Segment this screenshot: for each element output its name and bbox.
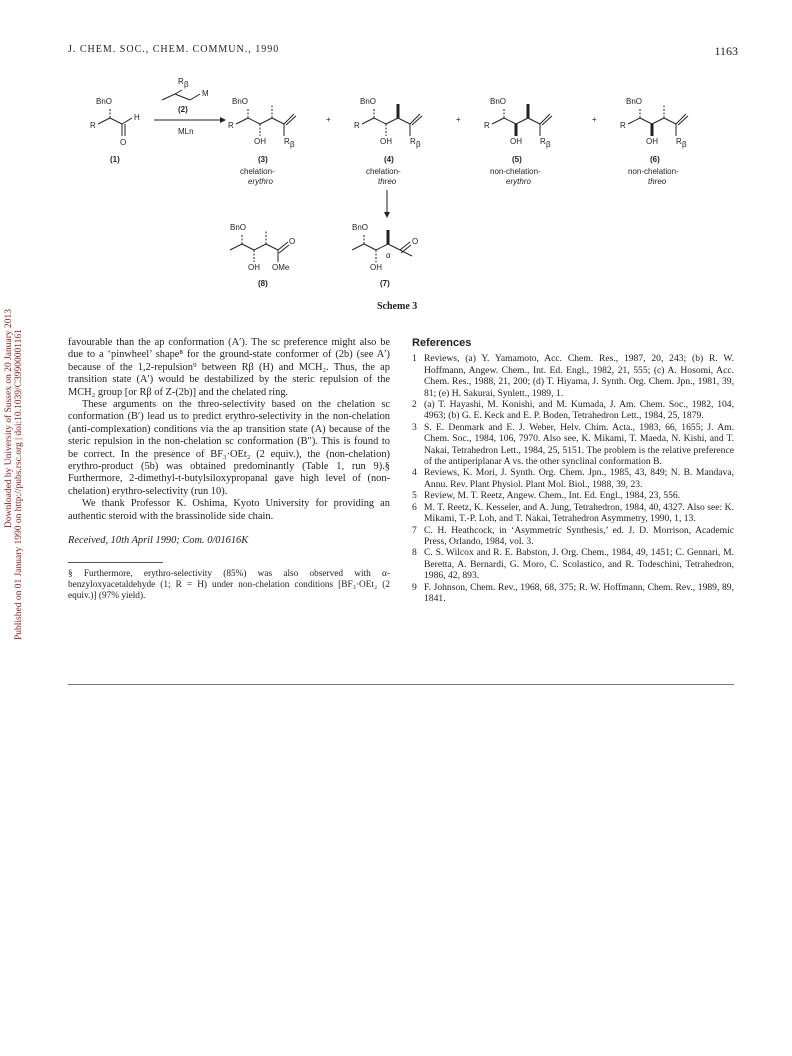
reagent-arrow bbox=[154, 77, 226, 136]
bottom-rule bbox=[68, 684, 734, 685]
reference-item: 4 Reviews, K. Mori, J. Synth. Org. Chem. Jpn., 1985, 43, 849; N. B. Mandava, Annu. Rev. Plant Physiol. Plant Mol. Biol., 1988, 39, 23. bbox=[412, 467, 734, 490]
compound-1-number: (1) bbox=[110, 155, 120, 164]
reference-item: 5 Review, M. T. Reetz, Angew. Chem., Int. Ed. Engl., 1984, 23, 556. bbox=[412, 490, 681, 502]
references-heading: References bbox=[412, 337, 472, 349]
reagent-r-sub: β bbox=[184, 80, 189, 89]
compound-5-structure bbox=[484, 97, 552, 186]
svg-text:β: β bbox=[290, 140, 295, 149]
scheme-title: Scheme 3 bbox=[377, 301, 418, 312]
svg-text:OH: OH bbox=[646, 137, 658, 146]
compound-4-structure bbox=[354, 97, 422, 186]
reference-item: 2 (a) T. Hayashi, M. Konishi, and M. Kumada, J. Am. Chem. Soc., 1982, 104, 4963; (b) G. E. Keck and E. P. Boden, Tetrahedron Lett., 1984, 25, 1879. bbox=[412, 399, 734, 422]
reference-item: 7 C. H. Heathcock, in ‘Asymmetric Synthesis,’ ed. J. D. Morrison, Academic Press, Orlando, 1984, vol. 3. bbox=[412, 524, 734, 547]
svg-text:O: O bbox=[412, 237, 419, 246]
compound-3-structure bbox=[228, 97, 296, 186]
svg-text:OH: OH bbox=[370, 263, 382, 272]
body-paragraph-1: favourable than the ap conformation (A′). The sc preference might also be due to a ‘pinwheel’ shape⁸ for the ground-state conformer of (2b) (see A′) because of the 1,2-repulsion⁹ between Rβ (H) and MCH₂. Thus, the ap transition state (A′) would be destabilized by the steric repulsion of the MCH₂ group [or Rβ of Z-(2b)] and the chelated ring. bbox=[68, 337, 390, 398]
svg-text:erythro: erythro bbox=[248, 177, 273, 186]
svg-text:β: β bbox=[546, 140, 551, 149]
svg-text:OH: OH bbox=[248, 263, 260, 272]
svg-text:BnO: BnO bbox=[232, 97, 249, 106]
reagent-number: (2) bbox=[178, 105, 188, 114]
references-column bbox=[412, 337, 734, 604]
compound-6-number: (6) bbox=[650, 155, 660, 164]
reagent-conditions: MLn bbox=[178, 127, 194, 136]
svg-text:R: R bbox=[410, 137, 416, 146]
running-header: J. CHEM. SOC., CHEM. COMMUN., 1990 bbox=[68, 44, 280, 55]
compound-6-structure bbox=[620, 97, 688, 186]
svg-text:BnO: BnO bbox=[626, 97, 643, 106]
svg-text:OH: OH bbox=[380, 137, 392, 146]
reference-item: 9 F. Johnson, Chem. Rev., 1968, 68, 375; R. W. Hoffmann, Chem. Rev., 1989, 89, 1841. bbox=[412, 581, 734, 604]
reference-item: 3 S. E. Denmark and E. J. Weber, Helv. Chim. Acta., 1983, 66, 1655; J. Am. Chem. Soc., 1984, 106, 7970. Also see, K. Mikami, T. Maeda, N. Kishi, and T. Nakai, Tetrahedron Lett., 1984, 25, 5151. The problem is the relative preference of the antiperiplanar A vs. the other synclinal conformation B. bbox=[412, 421, 734, 468]
compound-5-number: (5) bbox=[512, 155, 522, 164]
svg-text:R: R bbox=[228, 121, 234, 130]
svg-text:OH: OH bbox=[510, 137, 522, 146]
svg-text:BnO: BnO bbox=[352, 223, 369, 232]
compound-8-number: (8) bbox=[258, 279, 268, 288]
footnote-rule bbox=[68, 562, 163, 563]
svg-text:+: + bbox=[456, 115, 461, 124]
svg-text:threo: threo bbox=[378, 177, 397, 186]
svg-text:erythro: erythro bbox=[506, 177, 531, 186]
svg-text:chelation-: chelation- bbox=[240, 167, 275, 176]
svg-text:threo: threo bbox=[648, 177, 667, 186]
svg-text:β: β bbox=[416, 140, 421, 149]
svg-text:+: + bbox=[592, 115, 597, 124]
reaction-scheme bbox=[60, 72, 720, 302]
compound-4-number: (4) bbox=[384, 155, 394, 164]
svg-text:BnO: BnO bbox=[360, 97, 377, 106]
publication-notice[interactable]: Published on 01 January 1990 on http://pubs.rsc.org | doi:10.1039/C39900001161 bbox=[14, 329, 24, 640]
svg-text:β: β bbox=[682, 140, 687, 149]
svg-text:R: R bbox=[620, 121, 626, 130]
reference-item: 6 M. T. Reetz, K. Kesseler, and A. Jung, Tetrahedron, 1984, 40, 4327. Also see: K. Mikami, T.-P. Loh, and T. Nakai, Tetrahedron Asymmetry, 1990, 1, 13. bbox=[412, 501, 734, 525]
compound-7-structure bbox=[352, 223, 418, 288]
svg-text:BnO: BnO bbox=[490, 97, 507, 106]
left-column bbox=[68, 337, 390, 602]
svg-text:chelation-: chelation- bbox=[366, 167, 401, 176]
compound-8-structure bbox=[230, 223, 295, 288]
download-sidebar bbox=[0, 0, 22, 1056]
plus-sign: + bbox=[326, 115, 331, 124]
page-number: 1163 bbox=[714, 44, 738, 58]
svg-text:α: α bbox=[386, 251, 391, 260]
reagent-r: R bbox=[178, 77, 184, 86]
footnote: § Furthermore, erythro-selectivity (85%) was also observed with α-benzyloxyacetaldehyde (1; R = H) under non-chelation conditions [BF₃·OEt₂ (2 equiv.)] (97% yield). bbox=[68, 568, 390, 601]
svg-text:OMe: OMe bbox=[272, 263, 290, 272]
svg-text:R: R bbox=[676, 137, 682, 146]
svg-text:R: R bbox=[354, 121, 360, 130]
svg-text:BnO: BnO bbox=[230, 223, 247, 232]
svg-text:non-chelation-: non-chelation- bbox=[490, 167, 541, 176]
svg-text:non-chelation-: non-chelation- bbox=[628, 167, 679, 176]
svg-text:R: R bbox=[484, 121, 490, 130]
svg-text:R: R bbox=[540, 137, 546, 146]
compound-3-number: (3) bbox=[258, 155, 268, 164]
received-date: Received, 10th April 1990; Com. 0/01616K bbox=[68, 535, 249, 547]
svg-text:OH: OH bbox=[254, 137, 266, 146]
svg-text:O: O bbox=[289, 237, 296, 246]
o-label: O bbox=[120, 138, 127, 147]
bno-label: BnO bbox=[96, 97, 113, 106]
reference-item: 8 C. S. Wilcox and R. E. Babston, J. Org. Chem., 1984, 49, 1451; C. Gennari, M. Beretta, A. Bernardi, G. Moro, C. Scolastico, and R. Todeschini, Tetrahedron, 1986, 42, 893. bbox=[412, 547, 734, 582]
download-notice: Downloaded by University of Sussex on 20 January 2013 bbox=[4, 308, 14, 528]
h-label: H bbox=[134, 113, 140, 122]
reference-item: 1 Reviews, (a) Y. Yamamoto, Acc. Chem. Res., 1987, 20, 243; (b) R. W. Hoffmann, Angew. Chem., Int. Ed. Engl., 1982, 21, 555; (c) A. Hosomi, Acc. Chem. Res., 1988, 21, 200; (d) T. Hiyama, J. Synth. Org. Chem. Jpn., 1981, 39, 81; (e) H. Sakurai, Synlett., 1989, 1. bbox=[412, 353, 734, 399]
r-label: R bbox=[90, 121, 96, 130]
compound-1-structure bbox=[90, 97, 140, 164]
body-paragraph-2: These arguments on the threo-selectivity based on the chelation sc conformation (B′) lead us to predict erythro-selectivity in the non-chelation (anti-complexation) conditions via the ap transition state (A) because of the steric repulsion in the non-chelation sc conformation (B″). This is found to be correct. In the presence of BF₃·OEt₂ (2 equiv.), the (non-chelation) erythro-product (5b) was obtained predominantly (Table 1, run 9).§ Furthermore, 2-dimethyl-t-butylsiloxypropanal gave high level of (non-chelation) erythro-selectivity (run 10). bbox=[68, 399, 390, 497]
svg-text:R: R bbox=[284, 137, 290, 146]
compound-7-number: (7) bbox=[380, 279, 390, 288]
acknowledgement: We thank Professor K. Oshima, Kyoto University for providing an authentic steroid with the brassinolide side chain. bbox=[68, 498, 390, 522]
reagent-m: M bbox=[202, 89, 209, 98]
